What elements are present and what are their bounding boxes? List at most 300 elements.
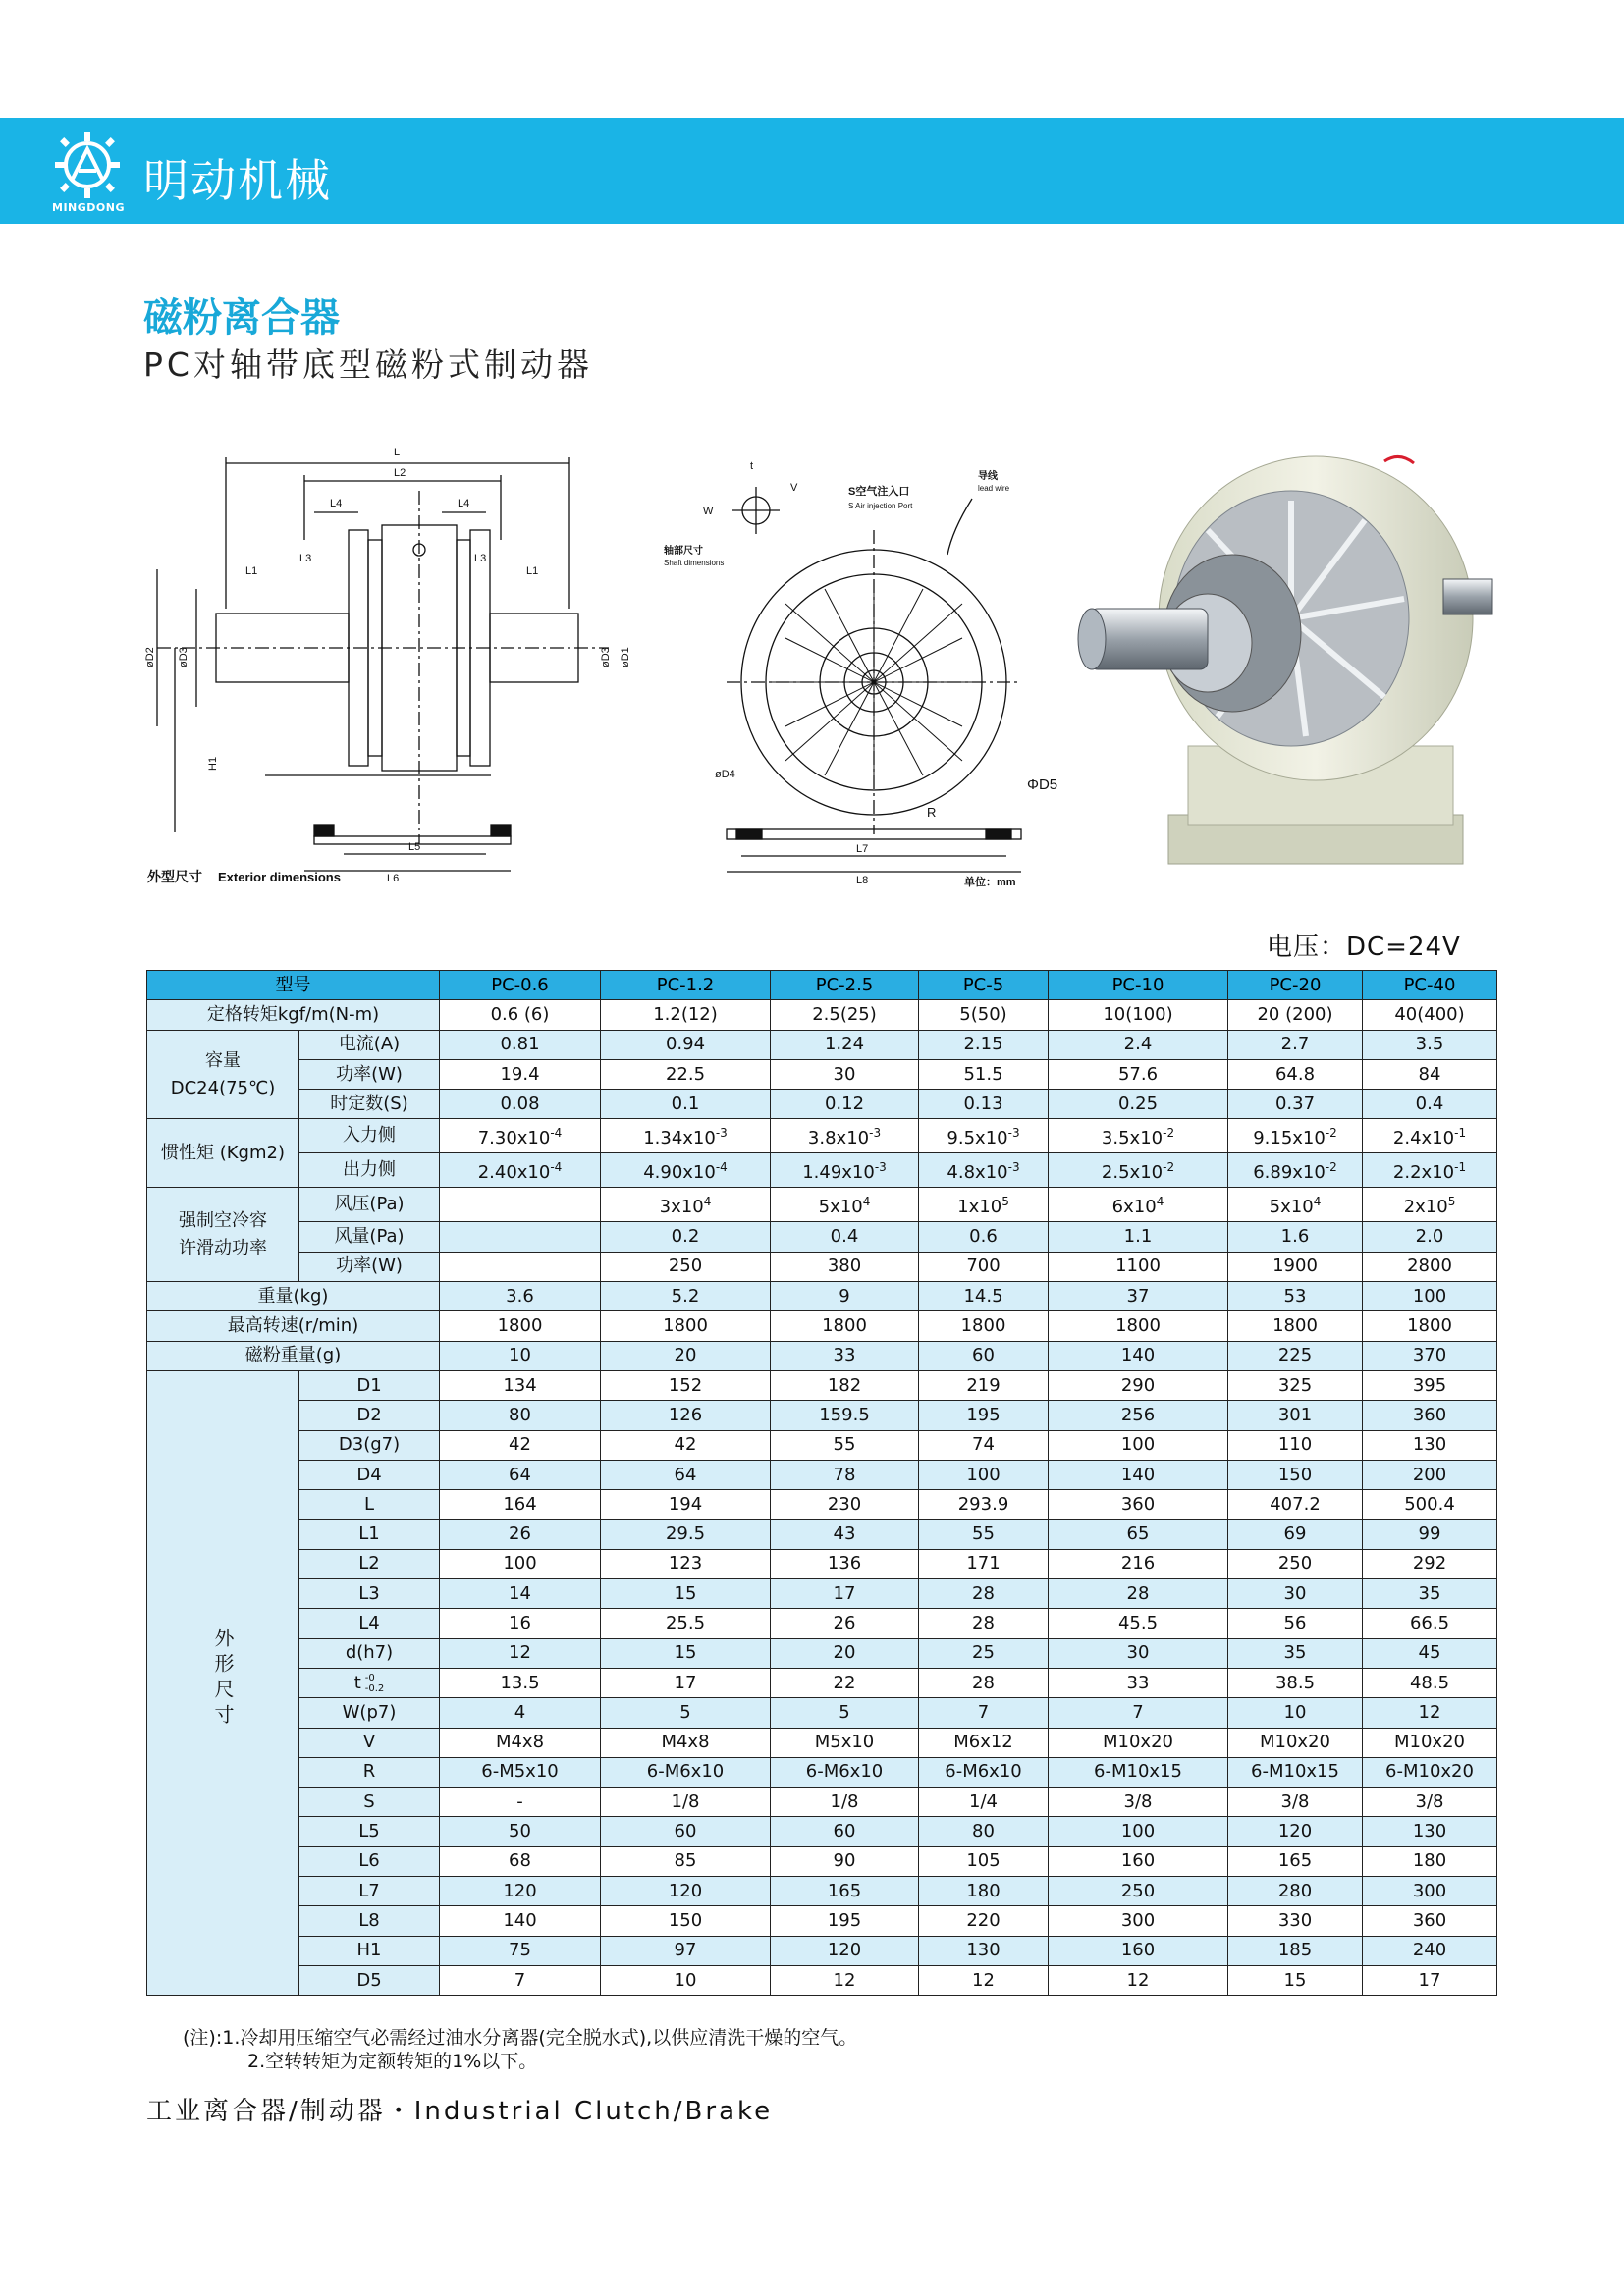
table-row [147, 1668, 1497, 1697]
value-cell: 80 [919, 1817, 1049, 1846]
row-label [299, 1520, 440, 1549]
table-header-row [147, 971, 1497, 1000]
air-inlet-label: S空气注入口 [848, 486, 910, 498]
value-cell: 200 [1363, 1460, 1497, 1489]
value-cell: 290 [1049, 1370, 1228, 1400]
table-row [147, 1119, 1497, 1153]
value-cell: 0.4 [771, 1222, 919, 1252]
value-cell: 185 [1228, 1936, 1363, 1965]
value-cell: 100 [919, 1460, 1049, 1489]
value-cell: 35 [1363, 1579, 1497, 1609]
value-cell: 42 [601, 1430, 771, 1460]
value-cell: 7 [919, 1698, 1049, 1728]
value-cell: 53 [1228, 1282, 1363, 1311]
value-base: 3.8x10 [807, 1128, 870, 1149]
row-label [299, 1728, 440, 1757]
value-cell: 35 [1228, 1638, 1363, 1668]
row-label [299, 1609, 440, 1638]
value-cell: 33 [771, 1341, 919, 1370]
value-cell: 42 [440, 1430, 601, 1460]
value-cell: 230 [771, 1490, 919, 1520]
row-label [299, 1965, 440, 1995]
row-label-text: d(h7) [345, 1642, 394, 1664]
table-row [147, 1188, 1497, 1222]
value-cell: 9 [771, 1282, 919, 1311]
value-cell: 6-M5x10 [440, 1757, 601, 1787]
value-cell: 7 [440, 1965, 601, 1995]
value-cell: M10x20 [1228, 1728, 1363, 1757]
value-cell: 0.81 [440, 1030, 601, 1059]
value-cell [440, 1222, 601, 1252]
value-base: 5x10 [1269, 1197, 1314, 1218]
value-exponent: -3 [715, 1126, 728, 1141]
value-cell: 0.4 [1363, 1090, 1497, 1119]
value-cell: 43 [771, 1520, 919, 1549]
row-label-text: L2 [358, 1553, 380, 1575]
value-cell: 130 [1363, 1430, 1497, 1460]
value-cell: 57.6 [1049, 1059, 1228, 1089]
value-cell [919, 1153, 1049, 1188]
value-cell: 6-M10x15 [1228, 1757, 1363, 1787]
value-cell: 100 [1363, 1282, 1497, 1311]
row-label-text: D5 [356, 1969, 382, 1991]
dim-label-d4: øD4 [715, 769, 735, 780]
table-row [147, 1728, 1497, 1757]
value-cell: 4 [440, 1698, 601, 1728]
value-exponent: -3 [869, 1126, 882, 1141]
table-row [147, 1460, 1497, 1489]
value-cell: 38.5 [1228, 1668, 1363, 1697]
value-cell: 293.9 [919, 1490, 1049, 1520]
value-cell: 0.6 [919, 1222, 1049, 1252]
value-cell: 28 [919, 1609, 1049, 1638]
row-label-text: V [362, 1732, 376, 1753]
dim-label-d3-left: øD3 [178, 647, 189, 667]
value-cell [1363, 1153, 1497, 1188]
value-cell: 110 [1228, 1430, 1363, 1460]
value-cell: 0.37 [1228, 1090, 1363, 1119]
value-exponent: -2 [1325, 1160, 1337, 1175]
air-inlet-label-en: S Air injection Port [848, 502, 913, 510]
value-cell: 28 [1049, 1579, 1228, 1609]
value-cell: 25 [919, 1638, 1049, 1668]
value-cell: 250 [1228, 1549, 1363, 1578]
value-base: 1x10 [957, 1197, 1002, 1218]
value-cell: 26 [771, 1609, 919, 1638]
value-cell: 256 [1049, 1401, 1228, 1430]
table-row [147, 1609, 1497, 1638]
value-cell: 1/8 [771, 1788, 919, 1817]
table-row [147, 1698, 1497, 1728]
value-cell: 1.6 [1228, 1222, 1363, 1252]
row-label [299, 1370, 440, 1400]
lead-wire-label: 导线 [978, 471, 998, 482]
value-cell: 50 [440, 1817, 601, 1846]
dim-label-h1: H1 [207, 756, 219, 771]
value-cell: 68 [440, 1846, 601, 1876]
value-cell: 60 [919, 1341, 1049, 1370]
voltage-label: 电压：DC=24V [1267, 933, 1461, 962]
value-cell: 0.08 [440, 1090, 601, 1119]
row-label [299, 1936, 440, 1965]
dim-label-r: R [927, 805, 937, 820]
value-cell [440, 1119, 601, 1153]
table-row [147, 1936, 1497, 1965]
value-cell: 0.13 [919, 1090, 1049, 1119]
row-label: 定格转矩kgf/m(N-m) [147, 1000, 440, 1030]
value-exponent: -4 [550, 1160, 563, 1175]
value-cell [1363, 1188, 1497, 1222]
row-label-text: L1 [358, 1523, 380, 1545]
value-cell: 2800 [1363, 1252, 1497, 1281]
value-cell [1228, 1119, 1363, 1153]
table-row [147, 1430, 1497, 1460]
value-cell: 12 [1049, 1965, 1228, 1995]
value-cell: 1.2(12) [601, 1000, 771, 1030]
value-cell: M10x20 [1049, 1728, 1228, 1757]
value-cell: 194 [601, 1490, 771, 1520]
value-cell: 5 [771, 1698, 919, 1728]
value-cell: 2.4 [1049, 1030, 1228, 1059]
row-label: 功率(W) [299, 1059, 440, 1089]
value-cell: 20 (200) [1228, 1000, 1363, 1030]
value-cell: 13.5 [440, 1668, 601, 1697]
value-cell: 90 [771, 1846, 919, 1876]
value-cell: 0.6 (6) [440, 1000, 601, 1030]
value-cell [919, 1188, 1049, 1222]
value-cell: 292 [1363, 1549, 1497, 1578]
dim-label-l2: L2 [394, 467, 406, 479]
value-cell: 150 [1228, 1460, 1363, 1489]
value-cell: 74 [919, 1430, 1049, 1460]
value-cell: 15 [1228, 1965, 1363, 1995]
page-title: 磁粉离合器 [143, 295, 340, 341]
value-cell: 165 [1228, 1846, 1363, 1876]
table-row [147, 1341, 1497, 1370]
row-label [299, 1430, 440, 1460]
row-label: 重量(kg) [147, 1282, 440, 1311]
value-cell: 219 [919, 1370, 1049, 1400]
dim-label-l4-left: L4 [330, 498, 343, 509]
value-cell: 60 [601, 1817, 771, 1846]
value-cell: 160 [1049, 1846, 1228, 1876]
value-cell: 1.24 [771, 1030, 919, 1059]
value-cell [1049, 1188, 1228, 1222]
row-label [299, 1549, 440, 1578]
table-row [147, 1817, 1497, 1846]
dim-label-l: L [394, 447, 401, 458]
value-cell: 1800 [1363, 1311, 1497, 1341]
value-cell: M6x12 [919, 1728, 1049, 1757]
row-label-text: W(p7) [342, 1701, 397, 1723]
value-exponent: -2 [1163, 1160, 1175, 1175]
tolerance-lower: -0.2 [364, 1682, 385, 1694]
row-label [299, 1788, 440, 1817]
value-cell: M10x20 [1363, 1728, 1497, 1757]
row-label-text: L [363, 1493, 375, 1515]
row-label [299, 1757, 440, 1787]
value-cell: 0.12 [771, 1090, 919, 1119]
value-exponent: -1 [1454, 1160, 1467, 1175]
value-cell: 69 [1228, 1520, 1363, 1549]
value-cell: 360 [1363, 1401, 1497, 1430]
value-cell: 20 [771, 1638, 919, 1668]
table-row [147, 1757, 1497, 1787]
value-cell: 2.0 [1363, 1222, 1497, 1252]
value-cell: 10 [1228, 1698, 1363, 1728]
dim-label-l4-right: L4 [458, 498, 470, 509]
lead-wire-label-en: lead wire [978, 484, 1010, 493]
value-cell [601, 1188, 771, 1222]
value-cell: 6-M10x20 [1363, 1757, 1497, 1787]
value-cell: 14.5 [919, 1282, 1049, 1311]
dim-label-l3-right: L3 [474, 553, 487, 564]
value-cell: 65 [1049, 1520, 1228, 1549]
value-cell: 6-M6x10 [601, 1757, 771, 1787]
header-model-label: 型号 [147, 971, 440, 1000]
value-cell: 30 [771, 1059, 919, 1089]
value-cell: 700 [919, 1252, 1049, 1281]
row-label-text: D4 [356, 1464, 382, 1485]
value-cell [1049, 1153, 1228, 1188]
footer-text: 工业离合器/制动器・Industrial Clutch/Brake [146, 2097, 774, 2126]
group-label-line: 强制空冷容 [179, 1209, 267, 1231]
value-cell: 10(100) [1049, 1000, 1228, 1030]
notes [183, 2026, 857, 2073]
value-cell: 216 [1049, 1549, 1228, 1578]
row-label: 出力侧 [299, 1153, 440, 1188]
row-label-text: D2 [356, 1404, 382, 1425]
row-label [299, 1846, 440, 1876]
value-cell: 0.25 [1049, 1090, 1228, 1119]
value-cell: 55 [919, 1520, 1049, 1549]
table-row [147, 1090, 1497, 1119]
value-cell: 5.2 [601, 1282, 771, 1311]
value-cell: 2.5(25) [771, 1000, 919, 1030]
value-cell: 17 [771, 1579, 919, 1609]
value-exponent: -4 [550, 1126, 563, 1141]
value-exponent: 5 [1001, 1195, 1009, 1209]
value-cell: 15 [601, 1579, 771, 1609]
row-label: 时定数(S) [299, 1090, 440, 1119]
drawing-caption: 外型尺寸 [147, 869, 202, 884]
value-exponent: -2 [1325, 1126, 1337, 1141]
value-cell: 97 [601, 1936, 771, 1965]
value-cell: M4x8 [601, 1728, 771, 1757]
value-cell: 0.1 [601, 1090, 771, 1119]
value-cell: 64.8 [1228, 1059, 1363, 1089]
value-cell: 250 [1049, 1877, 1228, 1906]
value-cell: 395 [1363, 1370, 1497, 1400]
table-row [147, 1846, 1497, 1876]
header-model-name: PC-10 [1049, 971, 1228, 1000]
dim-label-l1-left: L1 [245, 565, 258, 577]
table-row [147, 1638, 1497, 1668]
value-cell: 75 [440, 1936, 601, 1965]
value-base: 2x10 [1403, 1197, 1448, 1218]
table-row [147, 1520, 1497, 1549]
drawing-caption-en: Exterior dimensions [218, 870, 341, 884]
value-cell: 140 [1049, 1460, 1228, 1489]
value-cell: 3/8 [1228, 1788, 1363, 1817]
logo-text: MINGDONG [52, 201, 125, 214]
value-cell: 1800 [1228, 1311, 1363, 1341]
dim-label-v: V [790, 482, 798, 494]
value-exponent: -2 [1163, 1126, 1175, 1141]
row-label [299, 1401, 440, 1430]
row-label-text: L6 [358, 1850, 380, 1872]
dim-label-w: W [703, 506, 714, 517]
value-cell: 330 [1228, 1906, 1363, 1936]
value-cell: 240 [1363, 1936, 1497, 1965]
value-cell: 19.4 [440, 1059, 601, 1089]
value-cell: 140 [440, 1906, 601, 1936]
product-photo [1070, 422, 1502, 893]
row-label-text: L5 [358, 1821, 380, 1842]
value-cell: 16 [440, 1609, 601, 1638]
value-exponent: -3 [1007, 1160, 1020, 1175]
dim-label-t: t [750, 460, 754, 472]
value-cell: 159.5 [771, 1401, 919, 1430]
value-cell: 33 [1049, 1668, 1228, 1697]
value-cell: M4x8 [440, 1728, 601, 1757]
value-cell: 152 [601, 1370, 771, 1400]
table-row [147, 1059, 1497, 1089]
value-cell: 12 [440, 1638, 601, 1668]
exterior-dimension-drawing [144, 432, 1060, 913]
value-cell: 22 [771, 1668, 919, 1697]
table-row [147, 1153, 1497, 1188]
value-cell: 130 [919, 1936, 1049, 1965]
group-label: 惯性矩 (Kgm2) [147, 1119, 299, 1188]
brand-name: 明动机械 [143, 154, 332, 207]
value-cell: 14 [440, 1579, 601, 1609]
row-label: 最高转速(r/min) [147, 1311, 440, 1341]
dim-label-l5: L5 [408, 841, 421, 853]
value-cell: 126 [601, 1401, 771, 1430]
value-cell [601, 1153, 771, 1188]
table-row [147, 1788, 1497, 1817]
header-model-name: PC-20 [1228, 971, 1363, 1000]
value-cell: 30 [1049, 1638, 1228, 1668]
value-cell: 80 [440, 1401, 601, 1430]
value-cell: 164 [440, 1490, 601, 1520]
row-label-text: D3(g7) [338, 1434, 401, 1456]
row-label [299, 1579, 440, 1609]
value-base: 9.15x10 [1253, 1128, 1326, 1149]
value-cell: 30 [1228, 1579, 1363, 1609]
value-cell: - [440, 1788, 601, 1817]
value-base: 1.49x10 [802, 1162, 875, 1184]
value-cell: 10 [440, 1341, 601, 1370]
value-cell: 22.5 [601, 1059, 771, 1089]
value-cell: 360 [1049, 1490, 1228, 1520]
value-base: 7.30x10 [477, 1128, 551, 1149]
header-model-name: PC-0.6 [440, 971, 601, 1000]
row-label-text: t [353, 1672, 361, 1693]
value-cell: 325 [1228, 1370, 1363, 1400]
shaft-dim-label-en: Shaft dimensions [664, 559, 725, 567]
value-cell: 220 [919, 1906, 1049, 1936]
value-cell: 165 [771, 1877, 919, 1906]
tolerance-upper: -0 [364, 1672, 375, 1683]
value-cell: 100 [1049, 1430, 1228, 1460]
value-cell: 100 [440, 1549, 601, 1578]
table-row [147, 1490, 1497, 1520]
value-base: 6x10 [1111, 1197, 1157, 1218]
value-cell [601, 1119, 771, 1153]
value-cell: 225 [1228, 1341, 1363, 1370]
value-cell: 15 [601, 1638, 771, 1668]
dim-label-d5: ΦD5 [1027, 776, 1058, 793]
value-cell: 28 [919, 1668, 1049, 1697]
header-model-name: PC-40 [1363, 971, 1497, 1000]
value-cell: 3/8 [1049, 1788, 1228, 1817]
value-cell: 105 [919, 1846, 1049, 1876]
row-label [299, 1698, 440, 1728]
row-label-text: S [363, 1790, 375, 1812]
value-cell: 1/4 [919, 1788, 1049, 1817]
value-base: 2.40x10 [477, 1162, 551, 1184]
value-cell: 300 [1049, 1906, 1228, 1936]
value-cell: 56 [1228, 1609, 1363, 1638]
table-row [147, 1401, 1497, 1430]
value-cell: 5 [601, 1698, 771, 1728]
row-label [299, 1638, 440, 1668]
value-cell: 64 [601, 1460, 771, 1489]
value-cell: 182 [771, 1370, 919, 1400]
value-cell: 100 [1049, 1817, 1228, 1846]
value-exponent: -3 [1007, 1126, 1020, 1141]
value-base: 4.90x10 [643, 1162, 716, 1184]
value-cell: 85 [601, 1846, 771, 1876]
value-cell: 20 [601, 1341, 771, 1370]
value-cell [440, 1252, 601, 1281]
row-label: 电流(A) [299, 1030, 440, 1059]
value-cell: 250 [601, 1252, 771, 1281]
value-cell: 300 [1363, 1877, 1497, 1906]
row-label [299, 1460, 440, 1489]
value-cell: 7 [1049, 1698, 1228, 1728]
group-label [147, 1370, 299, 1995]
value-cell: 12 [1363, 1698, 1497, 1728]
value-cell: 160 [1049, 1936, 1228, 1965]
value-cell: 1800 [601, 1311, 771, 1341]
table-row [147, 1222, 1497, 1252]
value-cell [1363, 1119, 1497, 1153]
unit-label: 单位：mm [964, 877, 1016, 888]
value-base: 9.5x10 [947, 1128, 1008, 1149]
value-cell: 99 [1363, 1520, 1497, 1549]
value-cell: 48.5 [1363, 1668, 1497, 1697]
note-line-2: 2.空转转矩为定额转矩的1%以下。 [247, 2051, 538, 2072]
value-cell: 45.5 [1049, 1609, 1228, 1638]
value-cell: 66.5 [1363, 1609, 1497, 1638]
value-cell: 140 [1049, 1341, 1228, 1370]
value-cell: 17 [1363, 1965, 1497, 1995]
table-row [147, 1579, 1497, 1609]
value-cell: 12 [919, 1965, 1049, 1995]
value-base: 1.34x10 [643, 1128, 716, 1149]
value-base: 2.5x10 [1101, 1162, 1164, 1184]
dim-label-l6: L6 [387, 873, 400, 884]
shaft-dim-label: 轴部尺寸 [664, 546, 703, 557]
value-cell [1049, 1119, 1228, 1153]
row-label: 风压(Pa) [299, 1188, 440, 1222]
value-cell [440, 1153, 601, 1188]
header-model-name: PC-5 [919, 971, 1049, 1000]
table-row [147, 1282, 1497, 1311]
